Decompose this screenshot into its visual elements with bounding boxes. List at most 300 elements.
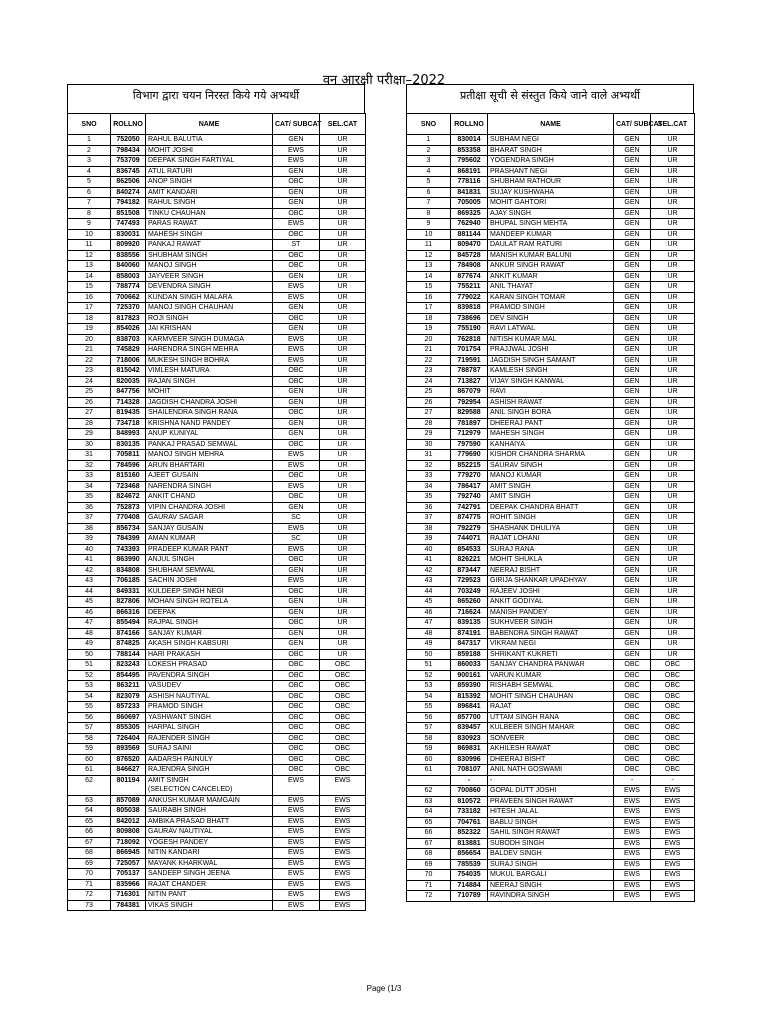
candidate-name-cell: RAVI LATWAL bbox=[488, 324, 614, 335]
selected-category-cell: OBC bbox=[651, 702, 695, 713]
table-row bbox=[407, 366, 695, 377]
category-cell: GEN bbox=[614, 387, 651, 398]
selected-category-cell: UR bbox=[651, 418, 695, 429]
candidate-name-cell: MANOJ SINGH MEHRA bbox=[146, 450, 273, 461]
category-cell: EWS bbox=[273, 806, 320, 817]
candidate-name-cell: MOHIT SHUKLA bbox=[488, 555, 614, 566]
selected-category-cell: UR bbox=[320, 187, 366, 198]
roll-number-cell: 723468 bbox=[111, 481, 146, 492]
selected-category-cell: OBC bbox=[651, 681, 695, 692]
serial-number-cell: 22 bbox=[407, 355, 451, 366]
serial-number-cell: 51 bbox=[407, 660, 451, 671]
selected-category-cell: UR bbox=[320, 565, 366, 576]
candidate-name-cell: NITIN KANDARI bbox=[146, 848, 273, 859]
table-row bbox=[407, 502, 695, 513]
table-row bbox=[68, 890, 366, 901]
roll-number-cell: 860033 bbox=[451, 660, 488, 671]
roll-number-cell: 840274 bbox=[111, 187, 146, 198]
selected-category-cell: UR bbox=[320, 429, 366, 440]
candidate-name-cell: MOHIT bbox=[146, 387, 273, 398]
category-cell: GEN bbox=[273, 607, 320, 618]
serial-number-cell: 25 bbox=[407, 387, 451, 398]
selected-category-cell: OBC bbox=[651, 691, 695, 702]
serial-number-cell: 46 bbox=[68, 607, 111, 618]
roll-number-cell: 753709 bbox=[111, 156, 146, 167]
column-header-selected-category: SEL.CAT bbox=[651, 114, 695, 135]
selected-category-cell: UR bbox=[651, 460, 695, 471]
serial-number-cell: 41 bbox=[407, 555, 451, 566]
candidate-name-cell: ANJUL SINGH bbox=[146, 555, 273, 566]
table-header-row bbox=[68, 114, 366, 135]
category-cell: EWS bbox=[273, 879, 320, 890]
roll-number-cell: 866316 bbox=[111, 607, 146, 618]
category-cell: OBC bbox=[273, 250, 320, 261]
category-cell: GEN bbox=[614, 292, 651, 303]
roll-number-cell: 794182 bbox=[111, 198, 146, 209]
table-row bbox=[68, 639, 366, 650]
selected-category-cell: UR bbox=[651, 439, 695, 450]
table-row bbox=[407, 376, 695, 387]
category-cell: GEN bbox=[614, 355, 651, 366]
roll-number-cell: 857233 bbox=[111, 702, 146, 713]
roll-number-cell: 823079 bbox=[111, 691, 146, 702]
category-cell: EWS bbox=[273, 145, 320, 156]
roll-number-cell: 781897 bbox=[451, 418, 488, 429]
roll-number-cell: - bbox=[451, 775, 488, 786]
roll-number-cell: 893569 bbox=[111, 744, 146, 755]
roll-number-cell: 755190 bbox=[451, 324, 488, 335]
selected-category-cell: OBC bbox=[651, 744, 695, 755]
candidate-name-cell: VIMLESH MATURA bbox=[146, 366, 273, 377]
table-row bbox=[68, 198, 366, 209]
selected-category-cell: EWS bbox=[320, 795, 366, 806]
selected-category-cell: UR bbox=[651, 555, 695, 566]
serial-number-cell: 47 bbox=[68, 618, 111, 629]
candidate-name-cell: DEEPAK bbox=[146, 607, 273, 618]
candidate-name-cell: SHAILENDRA SINGH RANA bbox=[146, 408, 273, 419]
roll-number-cell: 705005 bbox=[451, 198, 488, 209]
category-cell: GEN bbox=[273, 397, 320, 408]
candidate-name-cell: DEVENDRA SINGH bbox=[146, 282, 273, 293]
roll-number-cell: 819435 bbox=[111, 408, 146, 419]
category-cell: GEN bbox=[614, 156, 651, 167]
selected-category-cell: UR bbox=[651, 250, 695, 261]
selected-category-cell: UR bbox=[320, 313, 366, 324]
serial-number-cell bbox=[407, 775, 451, 786]
roll-number-cell: 716301 bbox=[111, 890, 146, 901]
selected-category-cell: EWS bbox=[651, 807, 695, 818]
roll-number-cell: 869831 bbox=[451, 744, 488, 755]
category-cell: EWS bbox=[614, 891, 651, 902]
selected-category-cell: UR bbox=[320, 145, 366, 156]
table-row bbox=[68, 313, 366, 324]
roll-number-cell: 703249 bbox=[451, 586, 488, 597]
category-cell: EWS bbox=[614, 870, 651, 881]
table-row bbox=[68, 387, 366, 398]
table-row bbox=[68, 816, 366, 827]
selected-category-cell: OBC bbox=[320, 681, 366, 692]
serial-number-cell: 50 bbox=[407, 649, 451, 660]
serial-number-cell: 53 bbox=[407, 681, 451, 692]
roll-number-cell: 862506 bbox=[111, 177, 146, 188]
category-cell: GEN bbox=[273, 597, 320, 608]
roll-number-cell: 747493 bbox=[111, 219, 146, 230]
table-row bbox=[68, 858, 366, 869]
roll-number-cell: 846627 bbox=[111, 765, 146, 776]
selected-category-cell: UR bbox=[320, 523, 366, 534]
category-cell: GEN bbox=[273, 565, 320, 576]
table-row bbox=[68, 754, 366, 765]
category-cell: GEN bbox=[614, 481, 651, 492]
candidate-name-cell: AMIT SINGH bbox=[488, 492, 614, 503]
category-cell: GEN bbox=[273, 429, 320, 440]
candidate-name-cell: BABENDRA SINGH RAWAT bbox=[488, 628, 614, 639]
selected-category-cell: OBC bbox=[320, 754, 366, 765]
serial-number-cell: 70 bbox=[68, 869, 111, 880]
table-row bbox=[407, 544, 695, 555]
candidate-name-cell: AKASH SINGH KABSURI bbox=[146, 639, 273, 650]
roll-number-cell: 795602 bbox=[451, 156, 488, 167]
candidate-name-cell: VASUDEV bbox=[146, 681, 273, 692]
roll-number-cell: 900161 bbox=[451, 670, 488, 681]
candidate-name-cell: RAJEEV JOSHI bbox=[488, 586, 614, 597]
roll-number-cell: 784908 bbox=[451, 261, 488, 272]
candidate-name-cell: ANKIT KUMAR bbox=[488, 271, 614, 282]
column-header-category: CAT/ SUBCAT bbox=[273, 114, 320, 135]
category-cell: EWS bbox=[273, 900, 320, 911]
serial-number-cell: 4 bbox=[68, 166, 111, 177]
category-cell: GEN bbox=[614, 439, 651, 450]
candidate-name-cell: KARMVEER SINGH DUMAGA bbox=[146, 334, 273, 345]
table-row bbox=[407, 681, 695, 692]
column-header-rollno: ROLLNO bbox=[451, 114, 488, 135]
serial-number-cell: 52 bbox=[407, 670, 451, 681]
candidate-name-cell: SURAJ SINGH bbox=[488, 859, 614, 870]
roll-number-cell: 810572 bbox=[451, 796, 488, 807]
table-row bbox=[407, 639, 695, 650]
serial-number-cell: 30 bbox=[68, 439, 111, 450]
selected-category-cell: UR bbox=[651, 387, 695, 398]
table-row bbox=[407, 838, 695, 849]
candidate-name-cell: SUBODH SINGH bbox=[488, 838, 614, 849]
serial-number-cell: 58 bbox=[68, 733, 111, 744]
table-row bbox=[68, 618, 366, 629]
serial-number-cell: 27 bbox=[407, 408, 451, 419]
category-cell: GEN bbox=[614, 229, 651, 240]
category-cell: GEN bbox=[614, 555, 651, 566]
selected-category-cell: UR bbox=[651, 492, 695, 503]
selected-category-cell: EWS bbox=[651, 859, 695, 870]
candidate-name-cell: KANHAIYA bbox=[488, 439, 614, 450]
serial-number-cell: 36 bbox=[68, 502, 111, 513]
roll-number-cell: 701754 bbox=[451, 345, 488, 356]
selected-category-cell: UR bbox=[651, 345, 695, 356]
candidate-name-cell: ARUN BHARTARI bbox=[146, 460, 273, 471]
category-cell: OBC bbox=[614, 744, 651, 755]
serial-number-cell: 1 bbox=[407, 135, 451, 146]
serial-number-cell: 31 bbox=[68, 450, 111, 461]
candidate-name-cell: - bbox=[488, 775, 614, 786]
selected-category-cell: UR bbox=[651, 502, 695, 513]
selected-category-cell: UR bbox=[651, 303, 695, 314]
category-cell: GEN bbox=[614, 261, 651, 272]
table-row bbox=[407, 240, 695, 251]
category-cell: GEN bbox=[614, 177, 651, 188]
category-cell: GEN bbox=[273, 166, 320, 177]
selected-category-cell: UR bbox=[320, 534, 366, 545]
selected-category-cell: UR bbox=[320, 292, 366, 303]
table-row bbox=[68, 366, 366, 377]
roll-number-cell: 873447 bbox=[451, 565, 488, 576]
serial-number-cell: 18 bbox=[407, 313, 451, 324]
serial-number-cell: 59 bbox=[68, 744, 111, 755]
roll-number-cell: 847756 bbox=[111, 387, 146, 398]
roll-number-cell: 733182 bbox=[451, 807, 488, 818]
selected-category-cell: EWS bbox=[320, 775, 366, 795]
selected-category-cell: UR bbox=[651, 450, 695, 461]
table-row bbox=[68, 460, 366, 471]
selected-category-cell: UR bbox=[651, 324, 695, 335]
candidate-name-cell: AMAN KUMAR bbox=[146, 534, 273, 545]
candidate-name-cell: ANKUSH KUMAR MAMGAIN bbox=[146, 795, 273, 806]
serial-number-cell: 24 bbox=[407, 376, 451, 387]
serial-number-cell: 37 bbox=[407, 513, 451, 524]
serial-number-cell: 14 bbox=[68, 271, 111, 282]
roll-number-cell: 834808 bbox=[111, 565, 146, 576]
candidate-name-cell: ANKIT CHAND bbox=[146, 492, 273, 503]
selected-category-cell: UR bbox=[320, 334, 366, 345]
serial-number-cell: 8 bbox=[68, 208, 111, 219]
table-row bbox=[407, 534, 695, 545]
category-cell: EWS bbox=[273, 837, 320, 848]
category-cell: GEN bbox=[614, 303, 651, 314]
candidate-name-cell: SUKHVEER SINGH bbox=[488, 618, 614, 629]
serial-number-cell: 56 bbox=[68, 712, 111, 723]
category-cell: OBC bbox=[273, 376, 320, 387]
category-cell: EWS bbox=[273, 345, 320, 356]
serial-number-cell: 52 bbox=[68, 670, 111, 681]
roll-number-cell: 851508 bbox=[111, 208, 146, 219]
candidate-name-cell: MAYANK KHARKWAL bbox=[146, 858, 273, 869]
serial-number-cell: 26 bbox=[407, 397, 451, 408]
category-cell: GEN bbox=[273, 271, 320, 282]
candidate-name-cell: SHUBHAM SEMWAL bbox=[146, 565, 273, 576]
category-cell: OBC bbox=[273, 177, 320, 188]
category-cell: EWS bbox=[273, 795, 320, 806]
serial-number-cell: 22 bbox=[68, 355, 111, 366]
serial-number-cell: 68 bbox=[68, 848, 111, 859]
selected-category-cell: UR bbox=[651, 166, 695, 177]
candidate-name-cell: RAJENDER SINGH bbox=[146, 733, 273, 744]
table-row bbox=[68, 649, 366, 660]
table-row bbox=[68, 544, 366, 555]
serial-number-cell: 26 bbox=[68, 397, 111, 408]
serial-number-cell: 12 bbox=[68, 250, 111, 261]
roll-number-cell: 881144 bbox=[451, 229, 488, 240]
column-header-name: NAME bbox=[146, 114, 273, 135]
serial-number-cell: 28 bbox=[68, 418, 111, 429]
selected-category-cell: OBC bbox=[651, 765, 695, 776]
category-cell: GEN bbox=[614, 282, 651, 293]
roll-number-cell: 854495 bbox=[111, 670, 146, 681]
table-row bbox=[68, 135, 366, 146]
selected-category-cell: UR bbox=[651, 544, 695, 555]
category-cell: OBC bbox=[273, 765, 320, 776]
candidate-name-cell: NEERAJ BISHT bbox=[488, 565, 614, 576]
selected-category-cell: UR bbox=[651, 261, 695, 272]
selected-category-cell: UR bbox=[320, 366, 366, 377]
selected-category-cell: UR bbox=[651, 282, 695, 293]
candidate-name-cell: PRADEEP KUMAR PANT bbox=[146, 544, 273, 555]
table-row bbox=[407, 744, 695, 755]
category-cell: GEN bbox=[273, 187, 320, 198]
column-header-selected-category: SEL.CAT bbox=[320, 114, 366, 135]
selected-category-cell: UR bbox=[651, 471, 695, 482]
roll-number-cell: 770408 bbox=[111, 513, 146, 524]
serial-number-cell: 2 bbox=[407, 145, 451, 156]
roll-number-cell: 700860 bbox=[451, 786, 488, 797]
candidate-name-cell: DHEERAJ PANT bbox=[488, 418, 614, 429]
table-row bbox=[68, 900, 366, 911]
selected-category-cell: UR bbox=[651, 177, 695, 188]
category-cell: EWS bbox=[273, 890, 320, 901]
serial-number-cell: 72 bbox=[68, 890, 111, 901]
roll-number-cell: 839818 bbox=[451, 303, 488, 314]
roll-number-cell: 809470 bbox=[451, 240, 488, 251]
serial-number-cell: 62 bbox=[407, 786, 451, 797]
serial-number-cell: 16 bbox=[68, 292, 111, 303]
selected-category-cell: UR bbox=[320, 135, 366, 146]
table-row bbox=[407, 345, 695, 356]
category-cell: GEN bbox=[614, 565, 651, 576]
candidate-name-cell: YOGESH PANDEY bbox=[146, 837, 273, 848]
roll-number-cell: 857700 bbox=[451, 712, 488, 723]
category-cell: EWS bbox=[273, 576, 320, 587]
serial-number-cell: 38 bbox=[407, 523, 451, 534]
selected-category-cell: EWS bbox=[320, 900, 366, 911]
category-cell: OBC bbox=[614, 712, 651, 723]
category-cell: OBC bbox=[273, 754, 320, 765]
candidate-name-cell: NITIN PANT bbox=[146, 890, 273, 901]
selected-category-cell: UR bbox=[320, 460, 366, 471]
category-cell: GEN bbox=[614, 240, 651, 251]
candidate-name-cell: PRAMOD SINGH bbox=[146, 702, 273, 713]
page-number: Page (1/3 bbox=[366, 984, 402, 993]
roll-number-cell: 785539 bbox=[451, 859, 488, 870]
candidate-name-cell: RAJPAL SINGH bbox=[146, 618, 273, 629]
serial-number-cell: 65 bbox=[68, 816, 111, 827]
roll-number-cell: 869325 bbox=[451, 208, 488, 219]
candidate-name-cell: AMIT KANDARI bbox=[146, 187, 273, 198]
table-row bbox=[68, 177, 366, 188]
category-cell: EWS bbox=[614, 849, 651, 860]
category-cell: EWS bbox=[614, 796, 651, 807]
serial-number-cell: 71 bbox=[68, 879, 111, 890]
candidate-name-cell: YOGENDRA SINGH bbox=[488, 156, 614, 167]
selected-category-cell: UR bbox=[320, 250, 366, 261]
category-cell: GEN bbox=[273, 324, 320, 335]
roll-number-cell: 860697 bbox=[111, 712, 146, 723]
table-row bbox=[407, 597, 695, 608]
table-row bbox=[68, 355, 366, 366]
table-row bbox=[68, 156, 366, 167]
waitlist-candidates-table bbox=[406, 113, 695, 902]
category-cell: GEN bbox=[614, 313, 651, 324]
roll-number-cell: 705811 bbox=[111, 450, 146, 461]
table-row bbox=[68, 513, 366, 524]
serial-number-cell: 38 bbox=[68, 523, 111, 534]
category-cell: GEN bbox=[614, 135, 651, 146]
serial-number-cell: 20 bbox=[407, 334, 451, 345]
selected-category-cell: OBC bbox=[651, 712, 695, 723]
serial-number-cell: 36 bbox=[407, 502, 451, 513]
serial-number-cell: 55 bbox=[68, 702, 111, 713]
category-cell: EWS bbox=[273, 282, 320, 293]
roll-number-cell: 815392 bbox=[451, 691, 488, 702]
candidate-name-cell: SANJAY GUSAIN bbox=[146, 523, 273, 534]
candidate-name-cell: ANUP KUNIYAL bbox=[146, 429, 273, 440]
selected-category-cell: UR bbox=[320, 166, 366, 177]
category-cell: OBC bbox=[614, 702, 651, 713]
roll-number-cell: 714328 bbox=[111, 397, 146, 408]
selected-category-cell: UR bbox=[320, 597, 366, 608]
candidate-name-cell: AMIT SINGH bbox=[488, 481, 614, 492]
selected-category-cell: UR bbox=[320, 156, 366, 167]
selected-category-cell: UR bbox=[320, 345, 366, 356]
category-cell: GEN bbox=[614, 324, 651, 335]
serial-number-cell: 12 bbox=[407, 250, 451, 261]
candidate-name-cell: RAHUL BALUTIA bbox=[146, 135, 273, 146]
category-cell: OBC bbox=[273, 555, 320, 566]
candidate-name-cell: PAVENDRA SINGH bbox=[146, 670, 273, 681]
table-row bbox=[407, 775, 695, 786]
column-header-name: NAME bbox=[488, 114, 614, 135]
roll-number-cell: 779022 bbox=[451, 292, 488, 303]
candidate-name-cell: PARAS RAWAT bbox=[146, 219, 273, 230]
roll-number-cell: 714884 bbox=[451, 880, 488, 891]
candidate-name-cell: VIKAS SINGH bbox=[146, 900, 273, 911]
candidate-name-cell: MOHIT JOSHI bbox=[146, 145, 273, 156]
roll-number-cell: 859390 bbox=[451, 681, 488, 692]
serial-number-cell: 15 bbox=[68, 282, 111, 293]
candidate-name-cell: LOKESH PRASAD bbox=[146, 660, 273, 671]
candidate-name-cell: TINKU CHAUHAN bbox=[146, 208, 273, 219]
selected-category-cell: UR bbox=[651, 481, 695, 492]
table-row bbox=[407, 891, 695, 902]
category-cell: GEN bbox=[614, 597, 651, 608]
serial-number-cell: 34 bbox=[68, 481, 111, 492]
table-row bbox=[68, 229, 366, 240]
candidate-name-cell: KULBEER SINGH MAHAR bbox=[488, 723, 614, 734]
roll-number-cell: 704761 bbox=[451, 817, 488, 828]
serial-number-cell: 49 bbox=[68, 639, 111, 650]
serial-number-cell: 24 bbox=[68, 376, 111, 387]
table-row bbox=[407, 198, 695, 209]
category-cell: OBC bbox=[273, 208, 320, 219]
table-row bbox=[68, 744, 366, 755]
category-cell: OBC bbox=[273, 723, 320, 734]
serial-number-cell: 3 bbox=[68, 156, 111, 167]
selected-category-cell: UR bbox=[320, 271, 366, 282]
candidate-name-cell: MANISH PANDEY bbox=[488, 607, 614, 618]
category-cell: EWS bbox=[273, 544, 320, 555]
table-row bbox=[407, 387, 695, 398]
roll-number-cell: 712979 bbox=[451, 429, 488, 440]
serial-number-cell: 43 bbox=[68, 576, 111, 587]
table-row bbox=[407, 271, 695, 282]
roll-number-cell: 867079 bbox=[451, 387, 488, 398]
roll-number-cell: 865260 bbox=[451, 597, 488, 608]
